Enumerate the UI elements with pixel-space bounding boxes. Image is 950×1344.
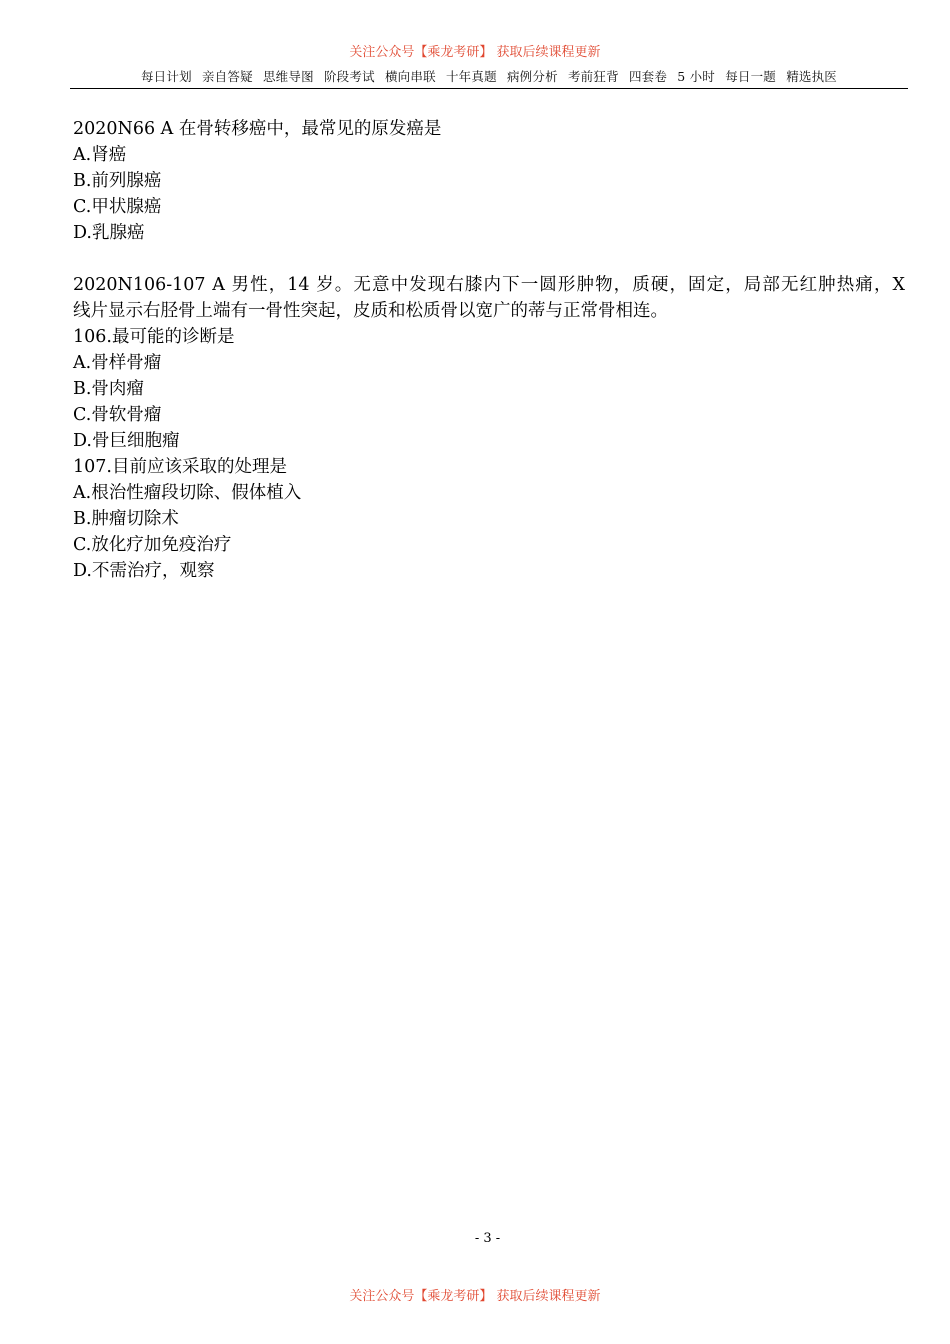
nav-item: 每日计划 (140, 69, 192, 84)
option-item: B.肿瘤切除术 (73, 509, 179, 529)
question-content (73, 116, 905, 584)
option-item: A.肾癌 (73, 145, 127, 165)
header-nav-strip (0, 67, 950, 85)
option-item: D.乳腺癌 (73, 223, 145, 243)
option-item: C.甲状腺癌 (73, 197, 162, 217)
nav-item: 病例分析 (506, 69, 558, 84)
option-item: B.前列腺癌 (73, 171, 162, 191)
question-stem: 2020N66 A 在骨转移癌中，最常见的原发癌是 (73, 119, 442, 139)
option-item: A.根治性瘤段切除、假体植入 (73, 483, 302, 503)
case-stem-line: 2020N106-107 A 男性，14 岁。无意中发现右膝内下一圆形肿物，质硬，固定，局部无红肿热痛，X (73, 275, 905, 295)
nav-item: 四套卷 (628, 69, 668, 84)
option-item: C.放化疗加免疫治疗 (73, 535, 232, 555)
nav-item: 考前狂背 (567, 69, 619, 84)
nav-item: 亲自答疑 (201, 69, 253, 84)
question-stem: 107.目前应该采取的处理是 (73, 457, 287, 477)
option-item: D.不需治疗，观察 (73, 561, 215, 581)
question-stem: 106.最可能的诊断是 (73, 327, 235, 347)
nav-item: 阶段考试 (323, 69, 375, 84)
page-number: - 3 - (474, 1231, 501, 1246)
case-stem-line: 线片显示右胫骨上端有一骨性突起，皮质和松质骨以宽广的蒂与正常骨相连。 (73, 301, 668, 321)
header-promo-text: 关注公众号【乘龙考研】 获取后续课程更新 (349, 45, 601, 60)
footer-promo-text: 关注公众号【乘龙考研】 获取后续课程更新 (349, 1289, 601, 1304)
nav-item: 思维导图 (262, 69, 314, 84)
header-divider (70, 88, 908, 89)
nav-item: 横向串联 (384, 69, 436, 84)
option-item: D.骨巨细胞瘤 (73, 431, 180, 451)
spacer (73, 246, 905, 272)
option-item: A.骨样骨瘤 (73, 353, 162, 373)
nav-item: 每日一题 (725, 69, 777, 84)
nav-item: 十年真题 (445, 69, 497, 84)
option-item: B.骨肉瘤 (73, 379, 144, 399)
nav-item: 精选执医 (786, 69, 838, 84)
option-item: C.骨软骨瘤 (73, 405, 162, 425)
nav-item: 5 小时 (677, 69, 716, 84)
